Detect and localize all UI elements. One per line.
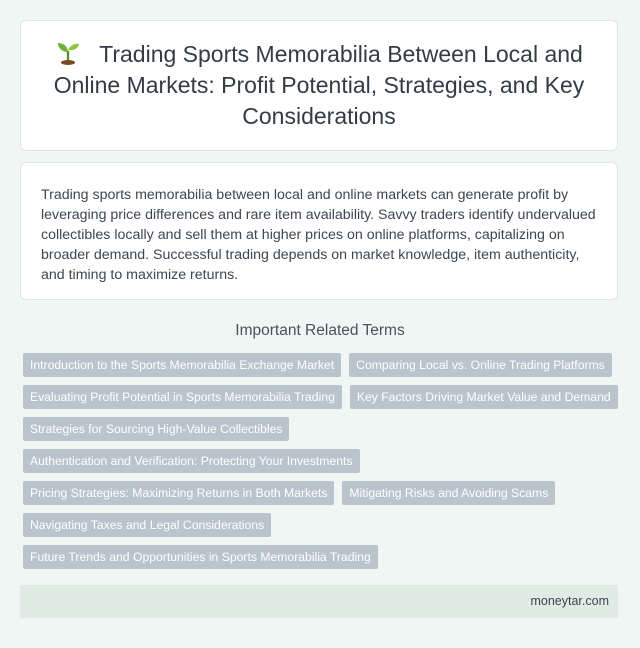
related-term-tag[interactable]: Pricing Strategies: Maximizing Returns in Both Markets — [23, 481, 334, 505]
related-term-tag[interactable]: Mitigating Risks and Avoiding Scams — [342, 481, 555, 505]
page-title — [21, 39, 617, 132]
related-terms-heading: Important Related Terms — [235, 322, 405, 339]
summary-card — [20, 162, 618, 300]
related-term-tag[interactable]: Authentication and Verification: Protecting Your Investments — [23, 449, 360, 473]
sprout-icon — [55, 39, 81, 65]
related-term-tag[interactable]: Evaluating Profit Potential in Sports Memorabilia Trading — [23, 385, 342, 409]
related-term-tag[interactable]: Introduction to the Sports Memorabilia Exchange Market — [23, 353, 341, 377]
related-term-tag[interactable]: Comparing Local vs. Online Trading Platforms — [349, 353, 612, 377]
related-term-tag[interactable]: Navigating Taxes and Legal Considerations — [23, 513, 271, 537]
related-term-tag[interactable]: Key Factors Driving Market Value and Demand — [350, 385, 618, 409]
summary-text: Trading sports memorabilia between local and online markets can generate profit by leveraging price differences and rare item availability. Savvy traders identify undervalued collectibles locally and sell them at higher prices on online platforms, capitalizing on broader demand. Successful trading depends on market knowledge, item authenticity, and timing to maximize returns. — [41, 187, 596, 283]
related-terms-list — [23, 353, 623, 569]
related-term-tag[interactable]: Future Trends and Opportunities in Sports Memorabilia Trading — [23, 545, 378, 569]
footer-site-link[interactable]: moneytar.com — [530, 594, 609, 608]
related-term-tag[interactable]: Strategies for Sourcing High-Value Collectibles — [23, 417, 289, 441]
page-title-text: Trading Sports Memorabilia Between Local and Online Markets: Profit Potential, Strategies, and Key Considerations — [53, 41, 585, 129]
title-card — [20, 20, 618, 151]
footer — [20, 585, 618, 618]
